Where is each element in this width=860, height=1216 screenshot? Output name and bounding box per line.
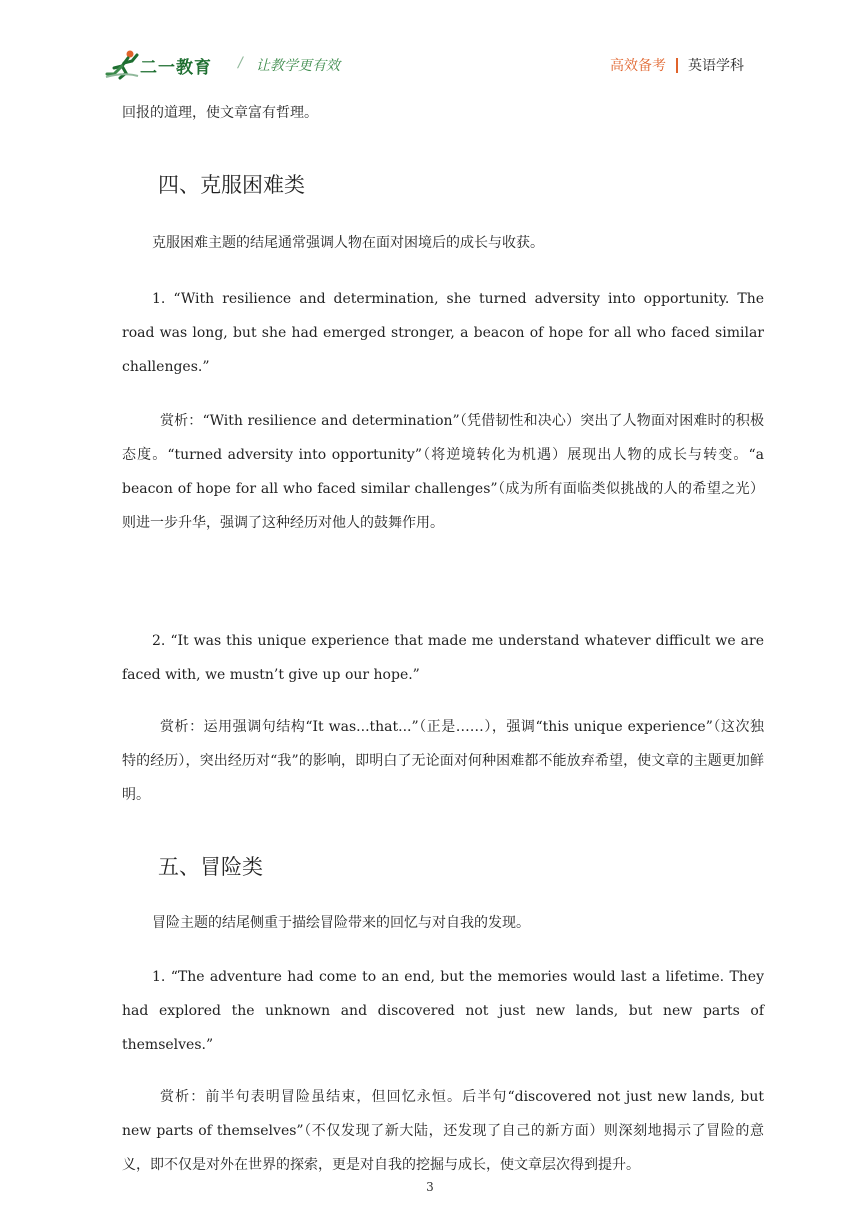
paragraph-intro-tail: 回报的道理，使文章富有哲理。 xyxy=(122,105,318,121)
section4-example1-quote: 1. “With resilience and determination, she turned adversity into opportunity. The road was long, but she had emerged stronger, a beacon of hope for all who faced similar challenges.” xyxy=(122,291,764,375)
header-tag-exam: 高效备考 xyxy=(610,58,666,74)
header-slash: / xyxy=(238,55,243,71)
section-heading-overcoming-difficulties: 四、克服困难类 xyxy=(158,173,305,197)
document-body xyxy=(122,96,764,1182)
header-tags xyxy=(610,55,744,75)
section-heading-adventure: 五、冒险类 xyxy=(158,855,263,879)
section4-example2-analysis: 赏析：运用强调句结构“It was...that...”（正是……），强调“this unique experience”（这次独特的经历），突出经历对“我”的影响，即明白了无论面对何种困难都不能放弃希望，使文章的主题更加鲜明。 xyxy=(122,719,764,803)
section5-example1-analysis: 赏析：前半句表明冒险虽结束，但回忆永恒。后半句“discovered not just new lands, but new parts of themselves”（不仅发现了新大陆，还发现了自己的新方面）则深刻地揭示了冒险的意义，即不仅是对外在世界的探索，更是对自我的挖掘与成长，使文章层次得到提升。 xyxy=(122,1089,764,1173)
page-header xyxy=(0,0,860,90)
section5-example1-quote: 1. “The adventure had come to an end, but the memories would last a lifetime. They had explored the unknown and discovered not just new lands, but new parts of themselves.” xyxy=(122,969,764,1053)
section5-intro: 冒险主题的结尾侧重于描绘冒险带来的回忆与对自我的发现。 xyxy=(152,915,530,931)
page-number: 3 xyxy=(426,1180,434,1194)
section4-example1-analysis: 赏析：“With resilience and determination”（凭借韧性和决心）突出了人物面对困难时的积极态度。“turned adversity into opportunity”（将逆境转化为机遇）展现出人物的成长与转变。“a beacon of hope for all who faced similar challenges”（成为所有面临类似挑战的人的希望之光）则进一步升华，强调了这种经历对他人的鼓舞作用。 xyxy=(122,413,764,531)
header-slogan: 让教学更有效 xyxy=(256,58,340,74)
header-tag-subject: 英语学科 xyxy=(688,58,744,74)
section4-intro: 克服困难主题的结尾通常强调人物在面对困境后的成长与收获。 xyxy=(152,235,544,251)
section4-example2-quote: 2. “It was this unique experience that made me understand whatever difficult we are faced with, we mustn’t give up our hope.” xyxy=(122,633,764,683)
header-divider xyxy=(676,58,678,73)
logo-text: 二一教育 xyxy=(140,58,212,78)
